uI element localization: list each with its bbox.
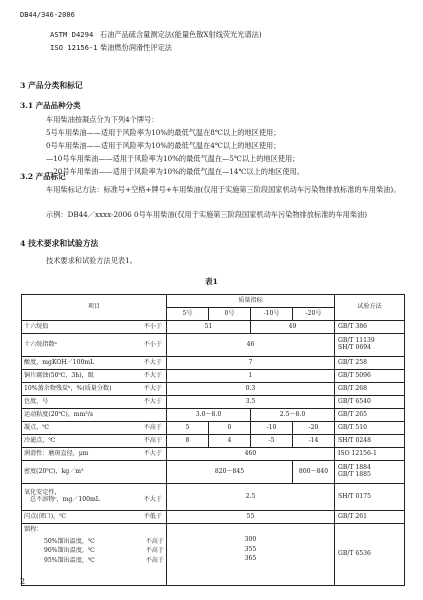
table-row — [22, 321, 405, 334]
row-name: 铜片腐蚀(50℃，3h)，级 — [24, 371, 94, 379]
row-method: GB/T 6536 — [335, 524, 405, 586]
row-method: GB/T 265 — [335, 409, 405, 422]
table-header-row — [22, 295, 405, 308]
row-method: GB/T 11139 — [338, 337, 375, 345]
row-method: GB/T 268 — [335, 383, 405, 396]
marking-example-text: 示例：DB44／xxxx-2006 0号车用柴油(仅用于实施第三阶段国家机动车污染物排放标准的车用柴油) — [46, 210, 368, 219]
header-grade: -10号 — [251, 308, 293, 321]
row-method: GB/T 386 — [335, 321, 405, 334]
row-value: 0 — [209, 422, 251, 435]
row-method: SH/T 0175 — [335, 484, 405, 511]
distillation-value: 355 — [244, 545, 257, 553]
row-value: 460 — [167, 448, 335, 461]
header-grade: 5号 — [167, 308, 209, 321]
row-method: GB/T 261 — [335, 511, 405, 524]
row-name: 密度(20℃)，kg／m³ — [24, 467, 84, 475]
distillation-label: 50%馏出温度，℃ — [44, 537, 95, 545]
row-value: 0.3 — [167, 383, 335, 396]
row-value: -5 — [251, 435, 293, 448]
table-row — [22, 357, 405, 370]
row-limit: 不高于 — [145, 547, 164, 555]
row-limit: 不大于 — [143, 397, 162, 405]
marking-method-text: 车用柴标记方法：标准号+空格+牌号+车用柴油(仅用于实施第三阶段国家机动车污染物排放标准的车用柴油)。 — [46, 185, 401, 194]
row-name: 酸度，mgKOH／100mL — [24, 358, 95, 366]
distillation-label: 90%馏出温度，℃ — [44, 547, 95, 555]
row-name: 运动粘度(20℃)，mm²/s — [24, 410, 93, 418]
table-row — [22, 422, 405, 435]
table-row — [22, 370, 405, 383]
row-value: 2.5～8.0 — [251, 409, 335, 422]
row-limit: 不大于 — [143, 371, 162, 379]
table-row — [22, 511, 405, 524]
page-header: DB44/346-2006 — [20, 11, 75, 19]
row-limit: 不小于 — [143, 340, 162, 348]
table-row — [22, 435, 405, 448]
row-limit: 不小于 — [143, 322, 162, 330]
grade-item: —10号车用柴油——适用于风险率为10%的最低气温在—5℃以上的地区使用； — [46, 154, 300, 163]
section-3-heading: 3 产品分类和标记 — [20, 81, 83, 90]
row-value: 800～840 — [293, 461, 335, 484]
row-name-sub: 总不溶物ᶜ，mg／100mL — [30, 496, 100, 503]
row-value: -10 — [251, 422, 293, 435]
row-limit: 不高于 — [143, 423, 162, 431]
reference-astm — [50, 30, 262, 40]
row-limit: 不大于 — [143, 449, 162, 457]
row-value: 1 — [167, 370, 335, 383]
section-4-text: 技术要求和试验方法见表1。 — [46, 256, 137, 265]
grade-intro: 车用柴油按凝点分为下列4个牌号： — [46, 115, 159, 124]
header-method: 试验方法 — [335, 295, 405, 321]
row-value: 8 — [167, 435, 209, 448]
row-method: SH/T 0694 — [338, 344, 372, 351]
row-name: 十六烷指数ᵃ — [24, 340, 57, 348]
row-name: 色度，号 — [24, 397, 49, 405]
header-grade: 0号 — [209, 308, 251, 321]
row-value: 5 — [167, 422, 209, 435]
table-caption: 表1 — [205, 277, 218, 286]
spec-table — [21, 294, 405, 586]
row-name: 10%蒸余物残炭ᵇ，%(质量分数) — [24, 384, 112, 392]
distillation-value: 300 — [244, 536, 257, 543]
section-4-heading: 4 技术要求和试验方法 — [20, 239, 99, 248]
row-value: 3.5 — [167, 396, 335, 409]
reference-title: 石油产品硫含量测定法(能量色散X射线荧光光谱法) — [100, 30, 262, 39]
row-limit: 不高于 — [143, 436, 162, 444]
table-row — [22, 524, 405, 586]
row-limit: 不低于 — [143, 512, 162, 520]
grade-item: 0号车用柴油——适用于风险率为10%的最低气温在4℃以上的地区使用； — [46, 141, 281, 150]
page-number: 2 — [20, 577, 26, 586]
header-grade: -20号 — [293, 308, 335, 321]
reference-title: 柴油燃份润滑性评定法 — [100, 43, 172, 52]
grade-item: 5号车用柴油——适用于风险率为10%的最低气温在8℃以上的地区使用； — [46, 128, 281, 137]
row-name: 润滑性：磨斑直径，μm — [24, 449, 89, 457]
distillation-label: 95%馏出温度，℃ — [44, 557, 95, 565]
row-value: -14 — [293, 435, 335, 448]
row-name: 闪点(闭口)，℃ — [24, 512, 67, 520]
grade-item: —20号车用柴油——适用于风险率为10%的最低气温在—14℃以上的地区使用。 — [46, 167, 304, 176]
section-3-2-heading: 3.2 产品标记 — [20, 172, 66, 181]
row-name: 十六烷值 — [24, 322, 49, 330]
row-value: 4 — [209, 435, 251, 448]
row-value: 51 — [167, 321, 251, 334]
reference-code: ISO 12156-1 — [50, 43, 98, 52]
row-value: 3.0～8.0 — [167, 409, 251, 422]
table-row — [22, 383, 405, 396]
row-method: GB/T 1885 — [338, 471, 371, 478]
section-3-1-heading: 3.1 产品品种分类 — [20, 101, 81, 110]
table-row — [22, 334, 405, 357]
row-limit: 不大于 — [143, 384, 162, 392]
row-method: SH/T 0248 — [335, 435, 405, 448]
reference-code: ASTM D4294 — [50, 30, 94, 39]
table-row — [22, 448, 405, 461]
row-value: 820～845 — [167, 461, 293, 484]
distillation-title: 馏程： — [24, 526, 43, 533]
header-item: 项目 — [22, 295, 167, 321]
row-name: 冷滤点，℃ — [24, 436, 56, 444]
row-method: GB/T 6540 — [335, 396, 405, 409]
reference-iso — [50, 43, 172, 53]
row-limit: 不大于 — [143, 496, 162, 503]
row-method: GB/T 258 — [335, 357, 405, 370]
row-method: GB/T 5096 — [335, 370, 405, 383]
row-method: GB/T 1884 — [338, 464, 371, 472]
table-row — [22, 461, 405, 484]
row-value: -20 — [293, 422, 335, 435]
row-limit: 不高于 — [145, 537, 164, 545]
row-limit: 不大于 — [143, 358, 162, 366]
table-row — [22, 396, 405, 409]
row-method: ISO 12156-1 — [335, 448, 405, 461]
table-row — [22, 484, 405, 511]
distillation-value: 365 — [244, 555, 257, 563]
row-value: 46 — [167, 334, 335, 357]
header-quality: 质量指标 — [167, 295, 335, 308]
row-limit: 不高于 — [145, 557, 164, 565]
row-method: GB/T 510 — [335, 422, 405, 435]
row-value: 49 — [251, 321, 335, 334]
row-name: 凝点，℃ — [24, 423, 50, 431]
table-row — [22, 409, 405, 422]
row-value: 55 — [167, 511, 335, 524]
row-value: 7 — [167, 357, 335, 370]
row-value: 2.5 — [167, 484, 335, 511]
row-name: 氧化安定性， — [24, 489, 61, 497]
